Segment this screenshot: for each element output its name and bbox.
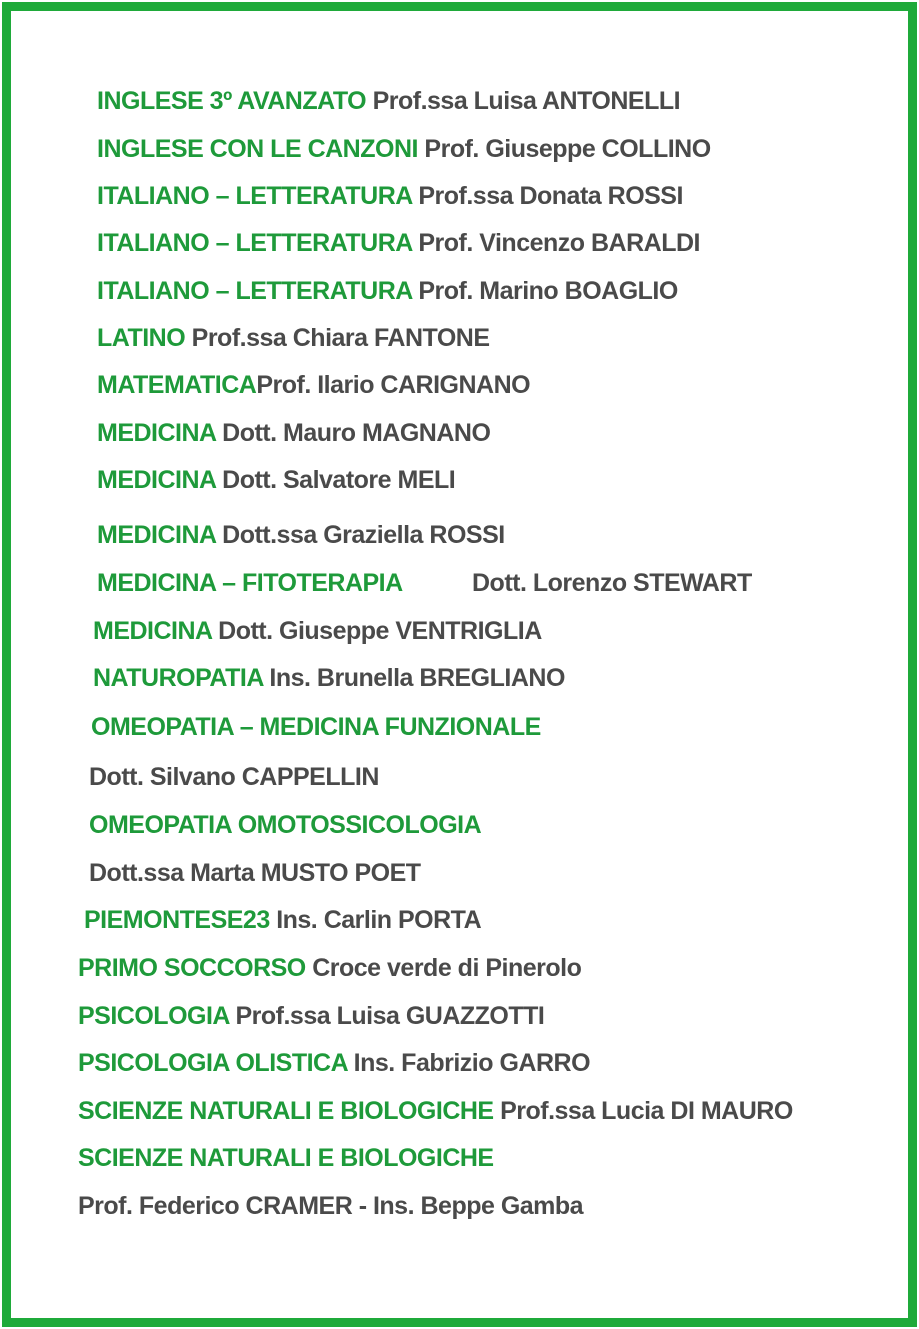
teacher-name: Dott. Mauro MAGNANO [222, 419, 491, 447]
subject-label: PSICOLOGIA [78, 1002, 230, 1030]
list-item [97, 228, 700, 258]
subject-label: OMEOPATIA – MEDICINA FUNZIONALE [91, 713, 541, 741]
subject-label: MEDICINA [93, 617, 212, 645]
list-item [78, 1191, 583, 1221]
teacher-name: Ins. Fabrizio GARRO [353, 1049, 591, 1077]
teacher-name: Prof. Vincenzo BARALDI [418, 229, 700, 257]
teacher-name: Dott. Giuseppe VENTRIGLIA [218, 617, 542, 645]
subject-label: MEDICINA – FITOTERAPIA [97, 569, 403, 597]
teacher-name: Ins. Carlin PORTA [276, 906, 482, 934]
subject-label: INGLESE CON LE CANZONI [97, 135, 418, 163]
subject-label: SCIENZE NATURALI E BIOLOGICHE [78, 1144, 494, 1172]
list-item [97, 520, 505, 550]
subject-label: ITALIANO – LETTERATURA [97, 182, 412, 210]
teacher-name: Prof.ssa Lucia DI MAURO [500, 1097, 793, 1125]
list-item [97, 86, 680, 116]
subject-label: OMEOPATIA OMOTOSSICOLOGIA [89, 811, 482, 839]
list-item [91, 712, 541, 742]
teacher-name: Croce verde di Pinerolo [312, 954, 582, 982]
teacher-name: Dott.ssa Graziella ROSSI [222, 521, 505, 549]
list-item [97, 276, 678, 306]
subject-label: MATEMATICA [97, 371, 257, 399]
list-item [89, 858, 421, 888]
list-item [89, 762, 379, 792]
subject-label: ITALIANO – LETTERATURA [97, 229, 412, 257]
subject-label: SCIENZE NATURALI E BIOLOGICHE [78, 1097, 494, 1125]
subject-label: NATUROPATIA [93, 664, 263, 692]
list-item [78, 1096, 793, 1126]
teacher-name: Dott. Salvatore MELI [222, 466, 456, 494]
list-item [93, 616, 542, 646]
teacher-name: Prof. Federico CRAMER - Ins. Beppe Gamba [78, 1192, 584, 1220]
subject-label: LATINO [97, 324, 186, 352]
list-item [97, 370, 530, 400]
teacher-name: Dott. Silvano CAPPELLIN [89, 763, 379, 791]
subject-label: PSICOLOGIA OLISTICA [78, 1049, 348, 1077]
list-item [78, 1001, 544, 1031]
teacher-name: Prof. Giuseppe COLLINO [424, 135, 711, 163]
list-item [97, 181, 683, 211]
teacher-name: Prof.ssa Donata ROSSI [418, 182, 683, 210]
teacher-name: Prof.ssa Chiara FANTONE [191, 324, 490, 352]
teacher-name: Prof. Marino BOAGLIO [418, 277, 678, 305]
list-item [97, 568, 752, 598]
teacher-name: Ins. Brunella BREGLIANO [269, 664, 565, 692]
list-item [84, 905, 481, 935]
subject-label: MEDICINA [97, 521, 216, 549]
teacher-name: Prof.ssa Luisa ANTONELLI [372, 87, 681, 115]
list-item [97, 134, 711, 164]
subject-label: MEDICINA [97, 466, 216, 494]
teacher-name: Prof. Ilario CARIGNANO [256, 371, 531, 399]
list-item [78, 1048, 590, 1078]
subject-label: INGLESE 3º AVANZATO [97, 87, 367, 115]
list-item [97, 323, 490, 353]
list-item [78, 953, 581, 983]
list-item [89, 810, 481, 840]
subject-label: MEDICINA [97, 419, 216, 447]
teacher-name: Dott.ssa Marta MUSTO POET [89, 859, 421, 887]
list-item [97, 418, 490, 448]
teacher-name: Dott. Lorenzo STEWART [472, 569, 752, 597]
teacher-name: Prof.ssa Luisa GUAZZOTTI [235, 1002, 545, 1030]
list-item [78, 1143, 494, 1173]
list-item [97, 465, 455, 495]
subject-label: ITALIANO – LETTERATURA [97, 277, 412, 305]
list-item [93, 663, 565, 693]
subject-label: PIEMONTESE23 [84, 906, 270, 934]
subject-label: PRIMO SOCCORSO [78, 954, 306, 982]
